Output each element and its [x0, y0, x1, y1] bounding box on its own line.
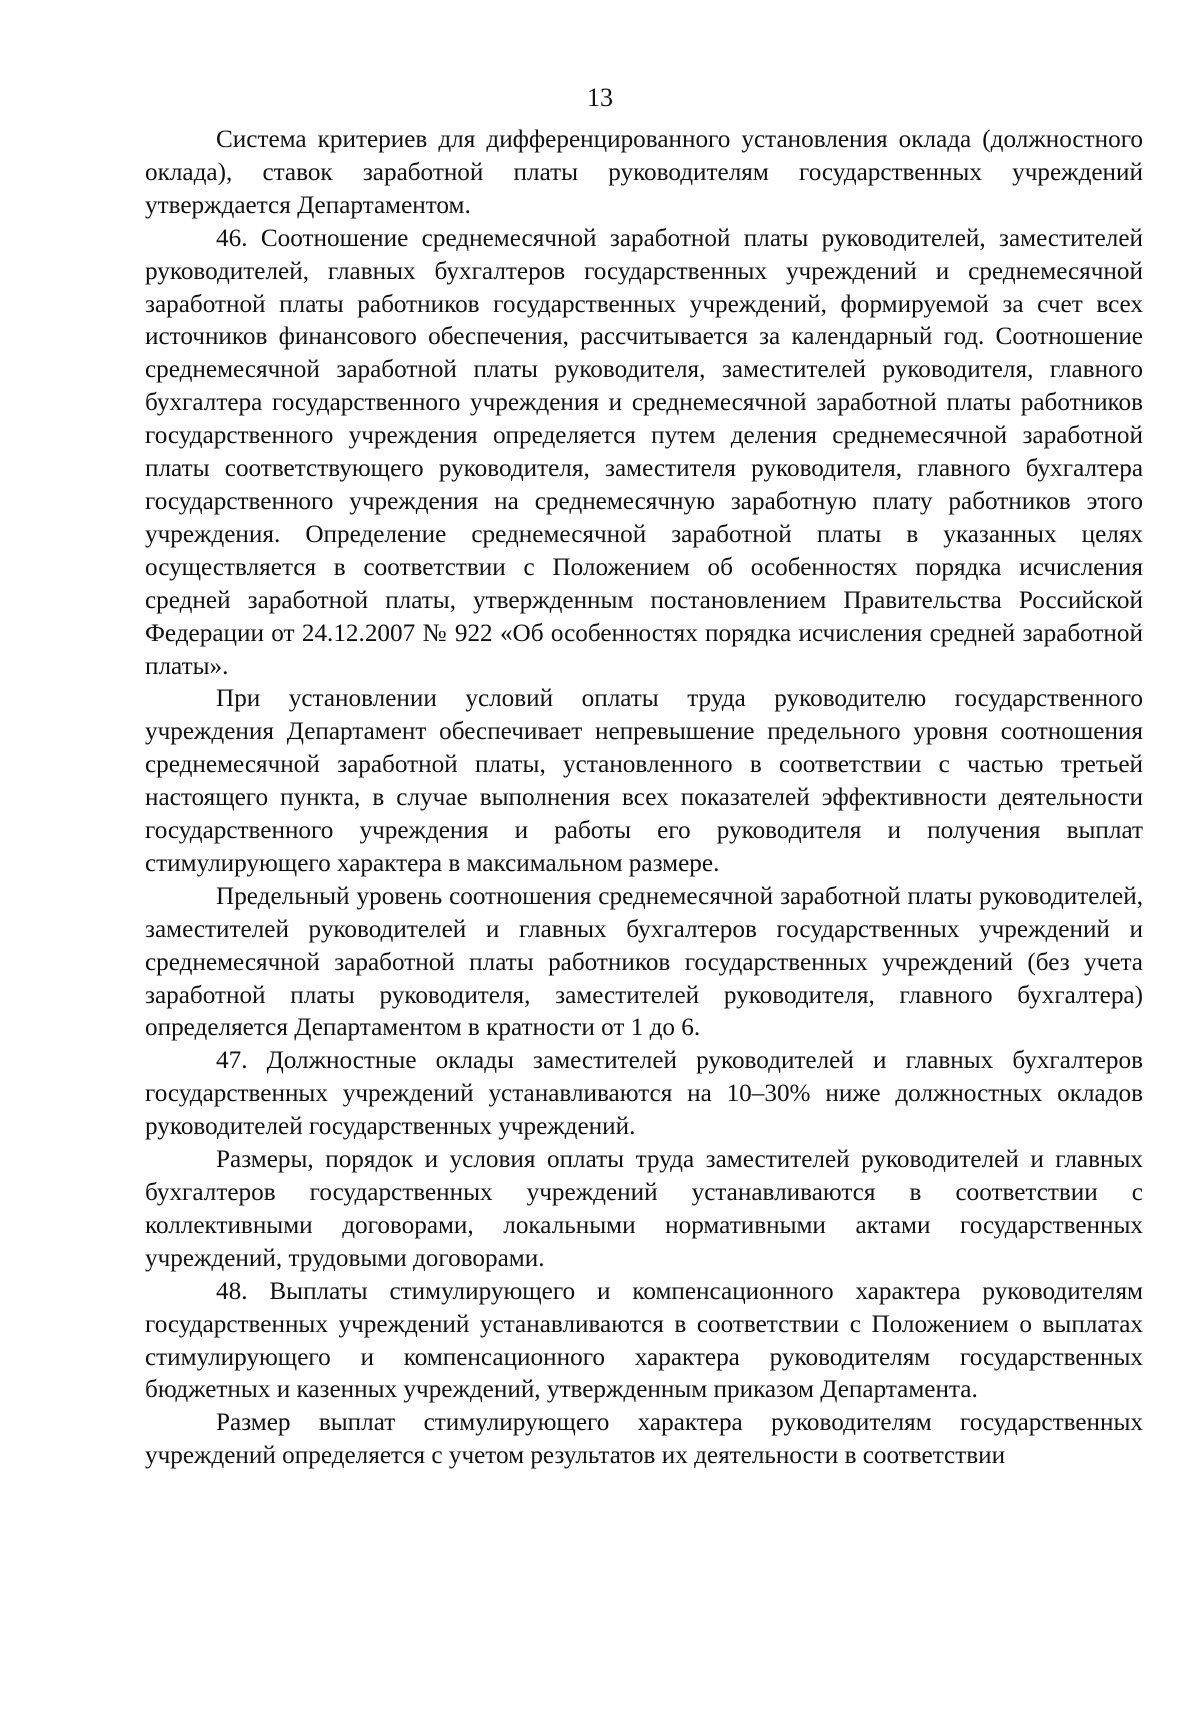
paragraph-47-deputy-salaries: 47. Должностные оклады заместителей руководителей и главных бухгалтеров государственных учреждений устанавливаются на 10–30% ниже должностных окладов руководителей государственных учреждений.	[145, 1047, 1143, 1141]
paragraph-46-limit-level: Предельный уровень соотношения среднемесячной заработной платы руководителей, заместителей руководителей и главных бухгалтеров государственных учреждений и среднемесячной заработной платы работников государственных учреждений (без учета заработной платы руководителя, заместителей руководителя, главного бухгалтера) определяется Департаментом в кратности от 1 до 6.	[145, 882, 1143, 1042]
page-number: 13	[587, 83, 613, 112]
paragraph-46-salary-ratio: 46. Соотношение среднемесячной заработной платы руководителей, заместителей руководителей, главных бухгалтеров государственных учреждений и среднемесячной заработной платы работников государственных учреждений, формируемой за счет всех источников финансового обеспечения, рассчитывается за календарный год. Соотношение среднемесячной заработной платы руководителя, заместителей руководителя, главного бухгалтера государственного учреждения и среднемесячной заработной платы работников государственного учреждения определяется путем деления среднемесячной заработной платы соответствующего руководителя, заместителя руководителя, главного бухгалтера государственного учреждения на среднемесячную заработную плату работников этого учреждения. Определение среднемесячной заработной платы в указанных целях осуществляется в соответствии с Положением об особенностях порядка исчисления средней заработной платы, утвержденным постановлением Правительства Российской Федерации от 24.12.2007 № 922 «Об особенностях порядка исчисления средней заработной платы».	[145, 224, 1143, 680]
paragraph-48-incentive-size: Размер выплат стимулирующего характера руководителям государственных учреждений определяется с учетом результатов их деятельности в соответствии	[145, 1409, 1143, 1470]
document-body	[145, 124, 1143, 1473]
paragraph-48-payments: 48. Выплаты стимулирующего и компенсационного характера руководителям государственных учреждений устанавливаются в соответствии с Положением о выплатах стимулирующего и компенсационного характера руководителям государственных бюджетных и казенных учреждений, утвержденным приказом Департамента.	[145, 1277, 1143, 1404]
paragraph-47-pay-conditions: Размеры, порядок и условия оплаты труда заместителей руководителей и главных бухгалтеров государственных учреждений устанавливаются в соответствии с коллективными договорами, локальными нормативными актами государственных учреждений, трудовыми договорами.	[145, 1146, 1143, 1272]
paragraph-criteria-system: Система критериев для дифференцированного установления оклада (должностного оклада), ставок заработной платы руководителям государственных учреждений утверждается Департаментом.	[145, 126, 1143, 219]
paragraph-46-department-ensures: При установлении условий оплаты труда руководителю государственного учреждения Департамент обеспечивает непревышение предельного уровня соотношения среднемесячной заработной платы, установленного в соответствии с частью третьей настоящего пункта, в случае выполнения всех показателей эффективности деятельности государственного учреждения и работы его руководителя и получения выплат стимулирующего характера в максимальном размере.	[145, 685, 1143, 877]
